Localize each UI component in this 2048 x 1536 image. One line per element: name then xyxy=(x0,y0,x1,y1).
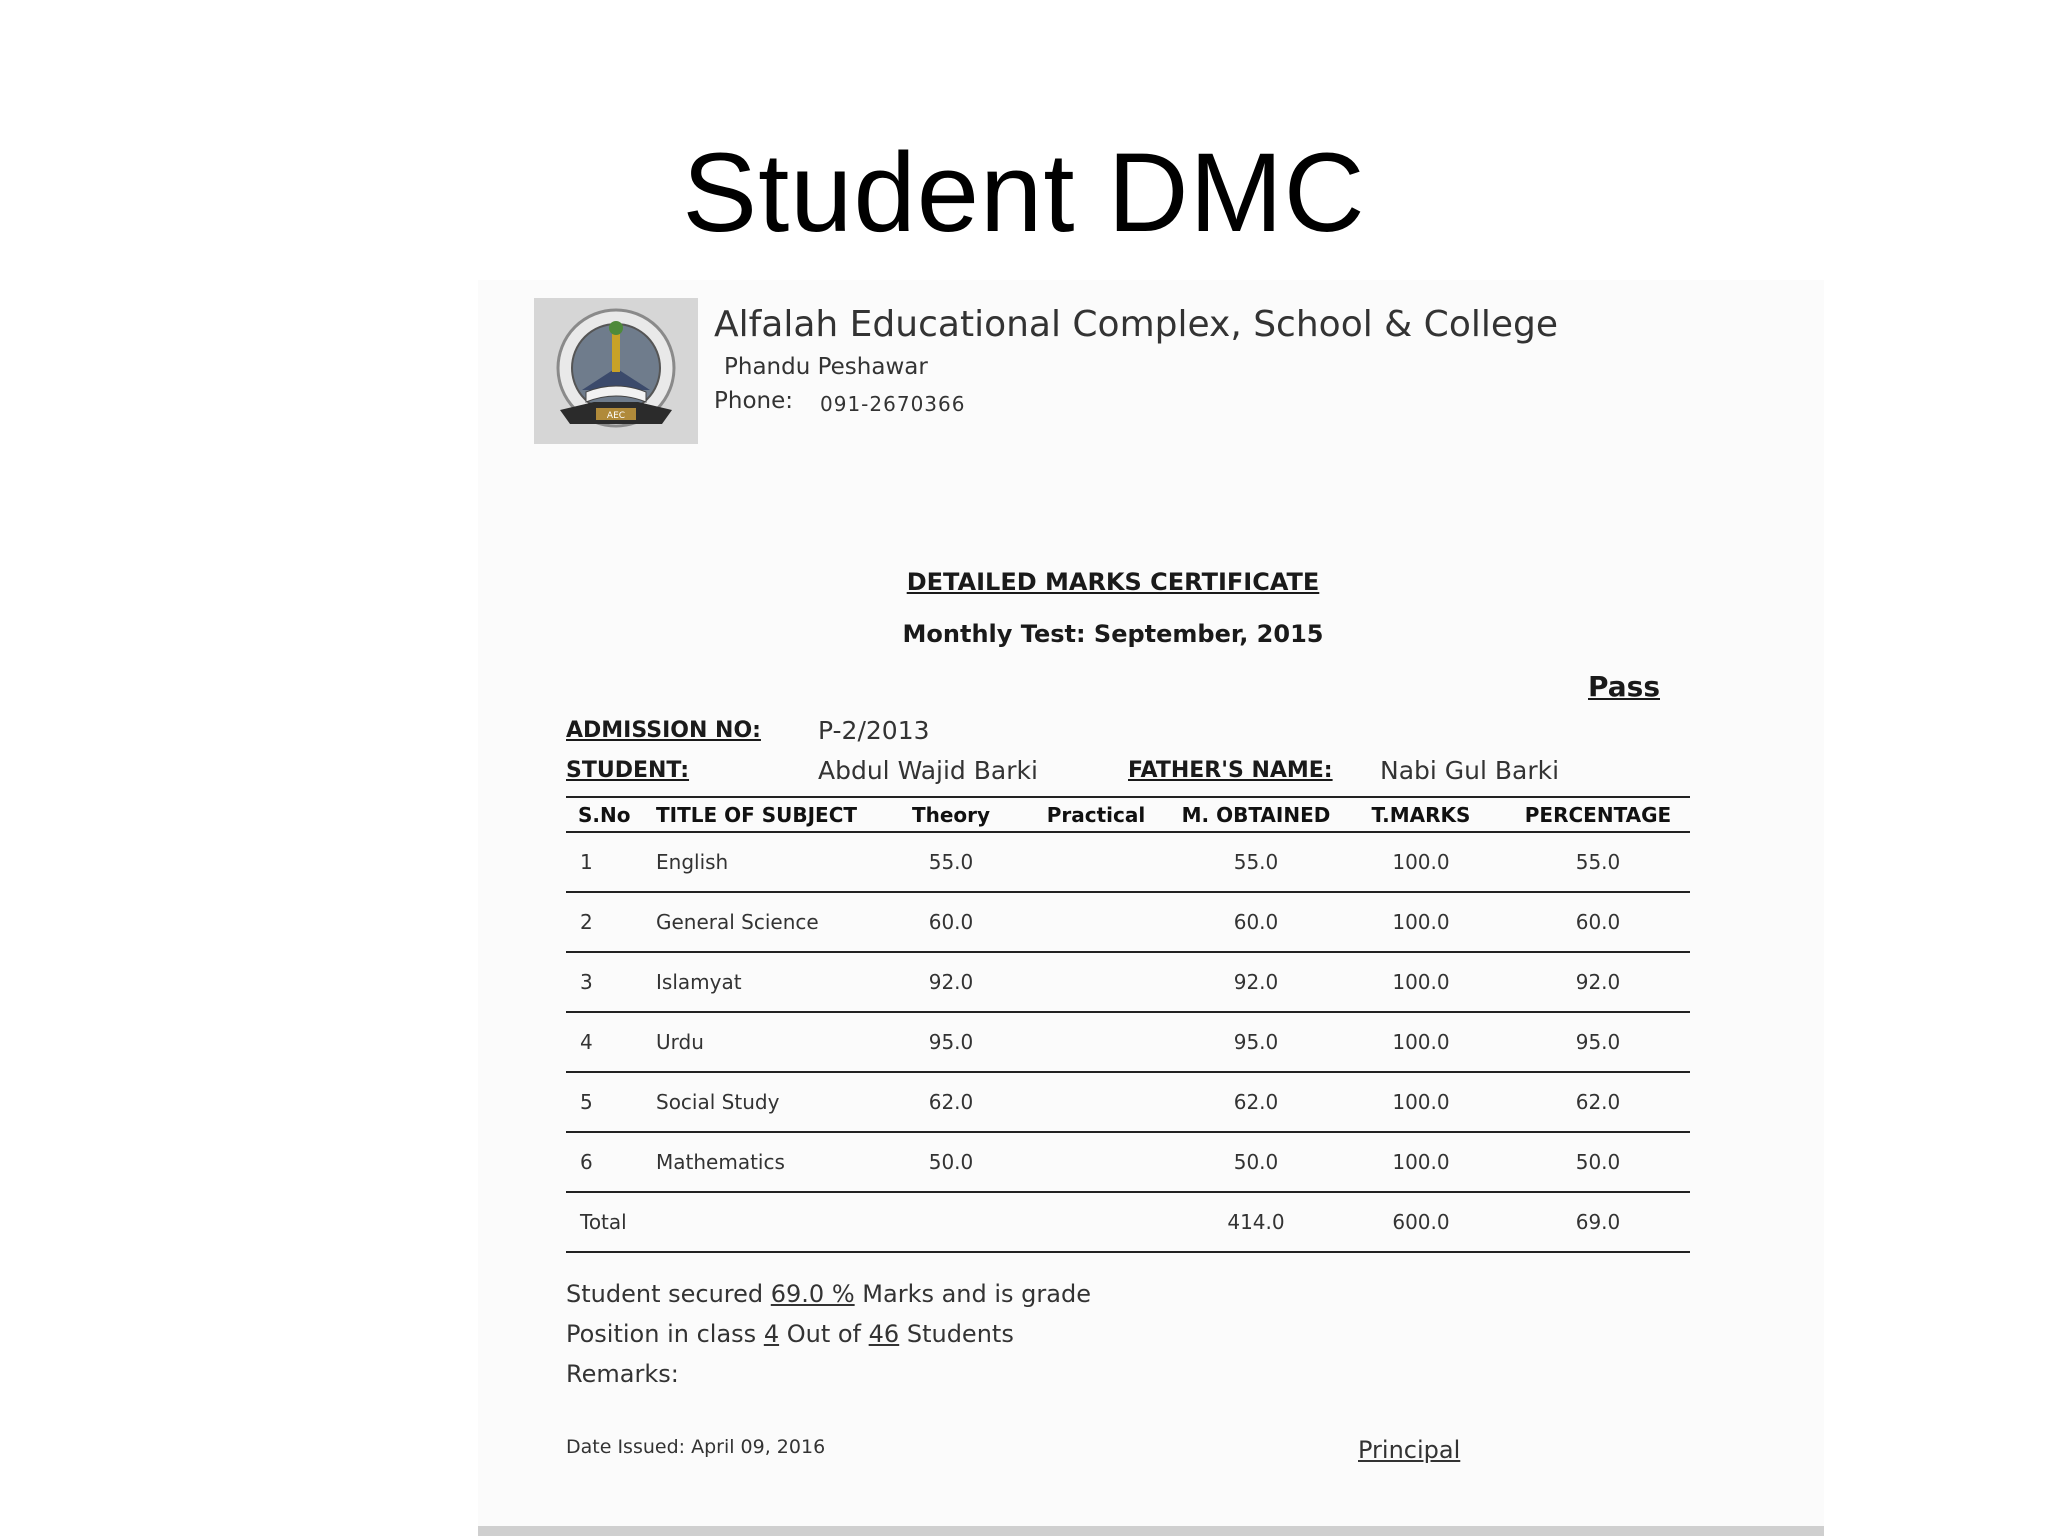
secured-prefix: Student secured xyxy=(566,1280,764,1308)
total-marks-cell: 100.0 xyxy=(1336,1012,1506,1072)
obtained-cell: 95.0 xyxy=(1176,1012,1336,1072)
column-header: Practical xyxy=(1016,797,1176,832)
subject-cell: Islamyat xyxy=(652,952,886,1012)
table-total-row xyxy=(566,1192,1690,1252)
out-of-text: Out of xyxy=(786,1320,862,1348)
practical-cell xyxy=(1016,1192,1176,1252)
admission-label: ADMISSION NO: xyxy=(566,718,761,743)
total-marks-cell: 100.0 xyxy=(1336,1072,1506,1132)
subject-cell: Social Study xyxy=(652,1072,886,1132)
total-marks-sum-cell: 600.0 xyxy=(1336,1192,1506,1252)
position-prefix: Position in class xyxy=(566,1320,757,1348)
subject-cell: Urdu xyxy=(652,1012,886,1072)
total-marks-cell: 100.0 xyxy=(1336,952,1506,1012)
percentage-cell: 60.0 xyxy=(1506,892,1690,952)
total-marks-cell: 100.0 xyxy=(1336,832,1506,892)
secured-suffix: Marks and is grade xyxy=(862,1280,1091,1308)
theory-cell: 95.0 xyxy=(886,1012,1016,1072)
obtained-cell: 55.0 xyxy=(1176,832,1336,892)
serial-number-cell: 6 xyxy=(566,1132,652,1192)
theory-cell: 60.0 xyxy=(886,892,1016,952)
phone-number: 091-2670366 xyxy=(820,392,966,416)
percentage-cell: 92.0 xyxy=(1506,952,1690,1012)
serial-number-cell: 2 xyxy=(566,892,652,952)
percentage-cell: 95.0 xyxy=(1506,1012,1690,1072)
total-marks-cell: 100.0 xyxy=(1336,1132,1506,1192)
father-name-label: FATHER'S NAME: xyxy=(1128,758,1333,783)
table-row xyxy=(566,892,1690,952)
total-percentage-cell: 69.0 xyxy=(1506,1192,1690,1252)
certificate-subtitle: Monthly Test: September, 2015 xyxy=(902,620,1324,648)
table-row xyxy=(566,1012,1690,1072)
school-emblem-icon xyxy=(534,298,698,444)
percentage-cell: 62.0 xyxy=(1506,1072,1690,1132)
slide-title: Student DMC xyxy=(682,130,1366,255)
column-header: Theory xyxy=(886,797,1016,832)
practical-cell xyxy=(1016,1072,1176,1132)
percentage-cell: 50.0 xyxy=(1506,1132,1690,1192)
school-address: Phandu Peshawar xyxy=(724,354,928,380)
theory-cell: 62.0 xyxy=(886,1072,1016,1132)
table-row xyxy=(566,832,1690,892)
total-marks-cell: 100.0 xyxy=(1336,892,1506,952)
students-text: Students xyxy=(906,1320,1014,1348)
total-label-cell: Total xyxy=(566,1192,886,1252)
serial-number-cell: 1 xyxy=(566,832,652,892)
practical-cell xyxy=(1016,1012,1176,1072)
theory-cell: 55.0 xyxy=(886,832,1016,892)
table-row xyxy=(566,1072,1690,1132)
practical-cell xyxy=(1016,952,1176,1012)
column-header: T.MARKS xyxy=(1336,797,1506,832)
obtained-cell: 92.0 xyxy=(1176,952,1336,1012)
serial-number-cell: 3 xyxy=(566,952,652,1012)
column-header: TITLE OF SUBJECT xyxy=(652,797,886,832)
column-header: S.No xyxy=(566,797,652,832)
admission-number: P-2/2013 xyxy=(818,716,930,745)
obtained-cell: 50.0 xyxy=(1176,1132,1336,1192)
obtained-cell: 62.0 xyxy=(1176,1072,1336,1132)
theory-cell: 92.0 xyxy=(886,952,1016,1012)
total-obtained-cell: 414.0 xyxy=(1176,1192,1336,1252)
marks-table xyxy=(566,796,1690,1253)
date-issued: Date Issued: April 09, 2016 xyxy=(566,1436,826,1458)
logo-banner-text: AEC xyxy=(606,411,626,421)
principal-signature-label: Principal xyxy=(1358,1436,1461,1464)
column-header: PERCENTAGE xyxy=(1506,797,1690,832)
certificate-title-text: DETAILED MARKS CERTIFICATE xyxy=(906,568,1320,596)
column-header: M. OBTAINED xyxy=(1176,797,1336,832)
certificate-title xyxy=(478,568,1748,596)
theory-cell xyxy=(886,1192,1016,1252)
class-position-line xyxy=(566,1320,1014,1348)
remarks-label: Remarks: xyxy=(566,1360,679,1388)
secured-marks-line xyxy=(566,1280,1091,1308)
table-header-row xyxy=(566,797,1690,832)
class-position: 4 xyxy=(763,1320,780,1348)
student-label: STUDENT: xyxy=(566,758,690,783)
practical-cell xyxy=(1016,892,1176,952)
secured-percentage: 69.0 % xyxy=(770,1280,855,1308)
serial-number-cell: 4 xyxy=(566,1012,652,1072)
obtained-cell: 60.0 xyxy=(1176,892,1336,952)
marks-certificate-document xyxy=(478,280,1824,1536)
practical-cell xyxy=(1016,1132,1176,1192)
result-status: Pass xyxy=(1588,670,1660,703)
student-name: Abdul Wajid Barki xyxy=(818,756,1038,785)
table-row xyxy=(566,952,1690,1012)
subject-cell: General Science xyxy=(652,892,886,952)
father-name: Nabi Gul Barki xyxy=(1380,756,1560,785)
subject-cell: Mathematics xyxy=(652,1132,886,1192)
school-name: Alfalah Educational Complex, School & College xyxy=(714,304,1558,345)
subject-cell: English xyxy=(652,832,886,892)
theory-cell: 50.0 xyxy=(886,1132,1016,1192)
class-size: 46 xyxy=(868,1320,900,1348)
percentage-cell: 55.0 xyxy=(1506,832,1690,892)
practical-cell xyxy=(1016,832,1176,892)
table-row xyxy=(566,1132,1690,1192)
phone-label: Phone: xyxy=(714,388,793,414)
serial-number-cell: 5 xyxy=(566,1072,652,1132)
school-logo xyxy=(534,298,698,444)
